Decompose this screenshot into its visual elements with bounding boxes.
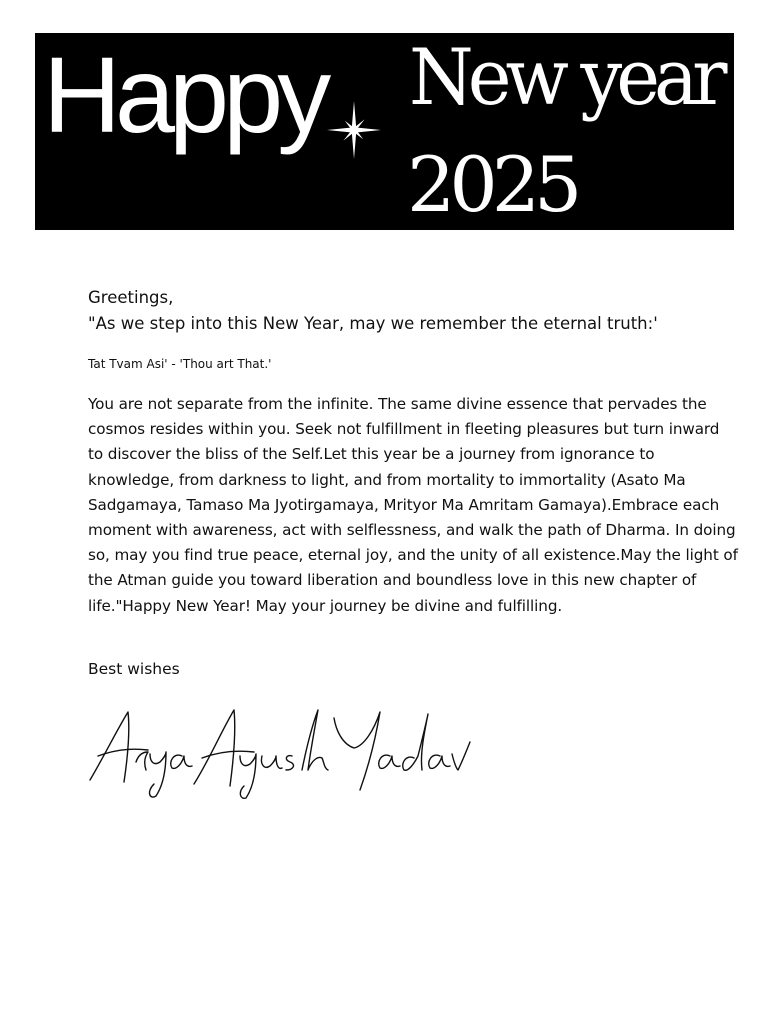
opening-quote: "As we step into this New Year, may we remember the eternal truth:' <box>88 314 658 333</box>
mantra-line: Tat Tvam Asi' - 'Thou art That.' <box>88 357 272 371</box>
happy-heading: Happy <box>43 34 326 155</box>
year-heading: 2025 <box>407 140 577 229</box>
header-banner <box>35 33 734 230</box>
closing-line: Best wishes <box>88 660 180 678</box>
letter-body: You are not separate from the infinite. The same divine essence that pervades the cosmos resides within you. Seek not fulfillment in fleeting pleasures but turn inward to discover the bliss of the Self.Let this year be a journey from ignorance to knowledge, from darkness to light, and from mortality to immortality (Asato Ma Sadgamaya, Tamaso Ma Jyotirgamaya, Mrityor Ma Amritam Gamaya).Embrace each moment with awareness, act with selflessness, and walk the path of Dharma. In doing so, may you find true peace, eternal joy, and the unity of all existence.May the light of the Atman guide you toward liberation and boundless love in this new chapter of life."Happy New Year! May your journey be divine and fulfilling. <box>88 395 738 615</box>
new-year-heading: New year <box>409 33 722 124</box>
greeting-line: Greetings, <box>88 288 174 307</box>
handwritten-signature <box>84 700 474 800</box>
sparkle-icon <box>327 101 381 159</box>
